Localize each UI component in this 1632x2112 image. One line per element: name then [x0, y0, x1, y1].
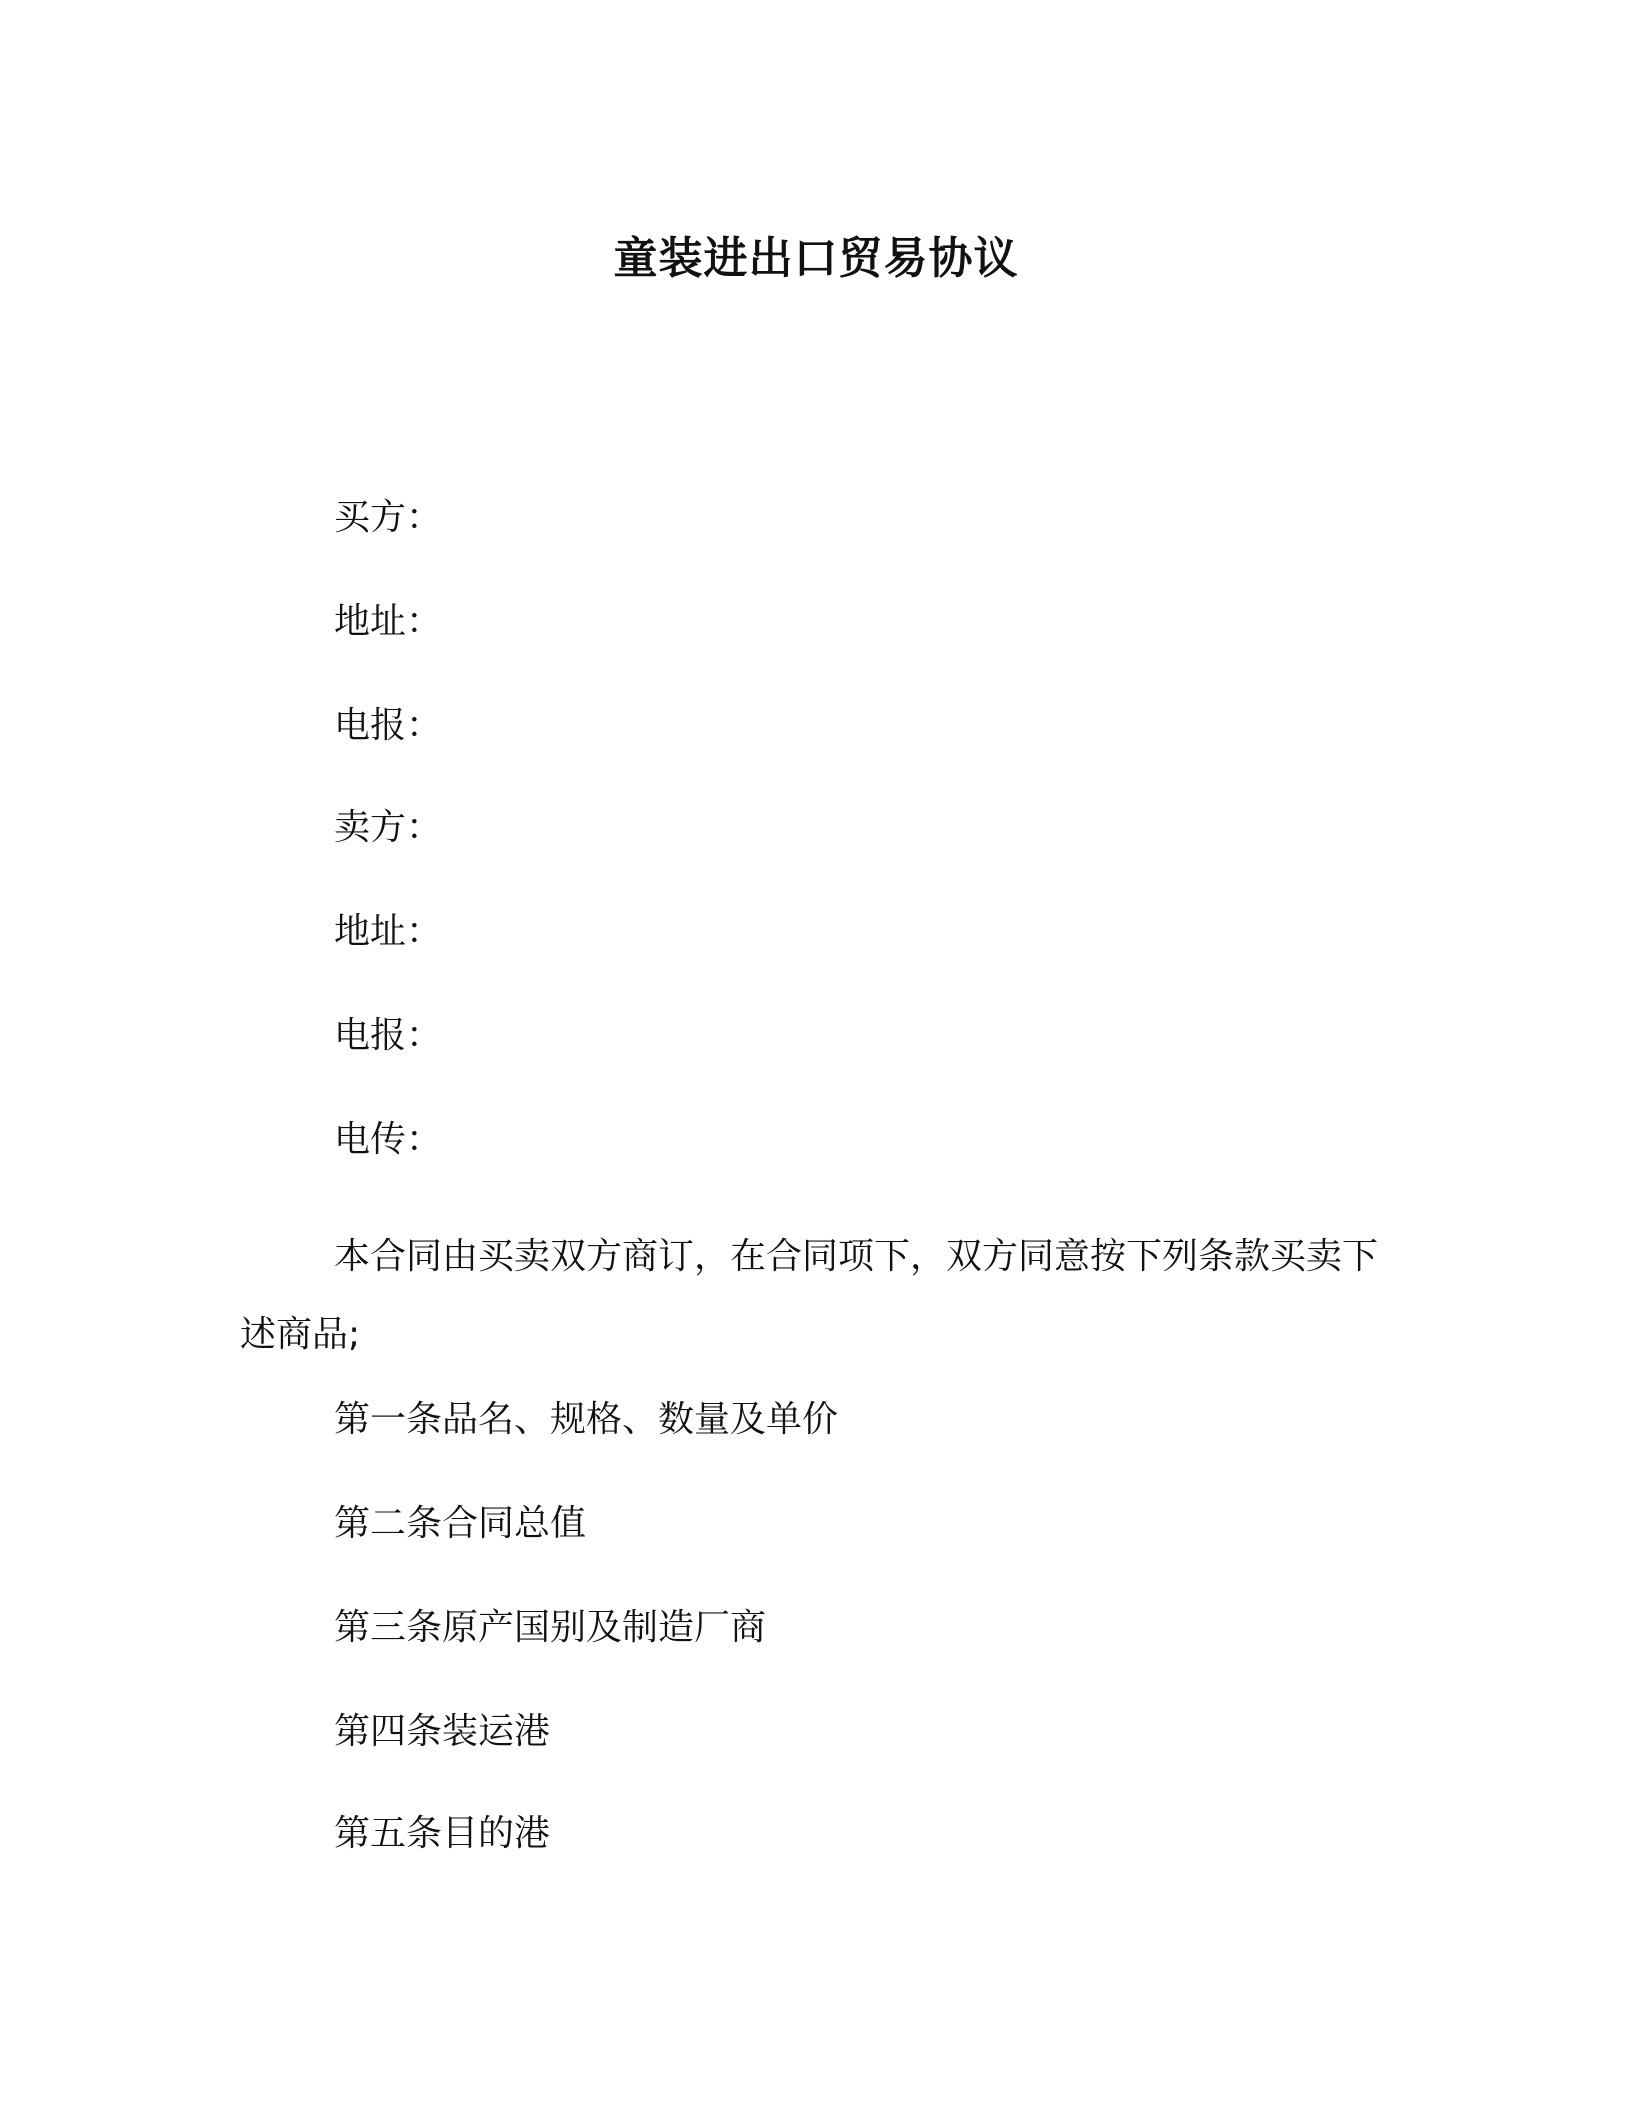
article-5: 第五条目的港	[334, 1813, 551, 1854]
buyer-address-label: 地址：	[334, 601, 443, 642]
contract-intro-paragraph: 本合同由买卖双方商订，在合同项下，双方同意按下列条款买卖下述商品;	[240, 1236, 1379, 1355]
article-3: 第三条原产国别及制造厂商	[334, 1607, 767, 1648]
article-2: 第二条合同总值	[334, 1503, 587, 1544]
seller-telegram-label: 电报：	[334, 1015, 443, 1056]
article-1: 第一条品名、规格、数量及单价	[334, 1399, 839, 1440]
buyer-label: 买方：	[334, 497, 443, 538]
seller-telex-label: 电传：	[334, 1119, 443, 1160]
buyer-telegram-label: 电报：	[334, 705, 443, 746]
article-4: 第四条装运港	[334, 1711, 551, 1752]
seller-label: 卖方：	[334, 807, 443, 848]
document-title: 童装进出口贸易协议	[613, 233, 1019, 284]
seller-address-label: 地址：	[334, 911, 443, 952]
